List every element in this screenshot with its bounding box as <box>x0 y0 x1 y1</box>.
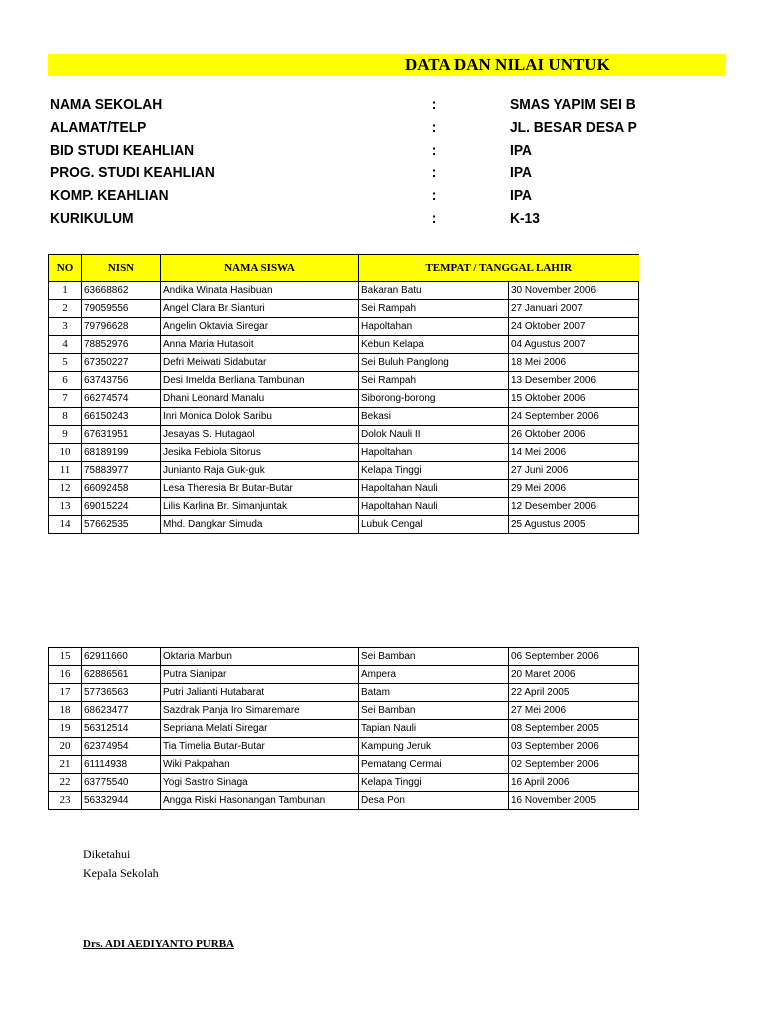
cell-no: 12 <box>49 480 82 498</box>
cell-nama-siswa: Yogi Sastro Sinaga <box>161 774 359 792</box>
cell-tempat-lahir: Siborong-borong <box>359 390 509 408</box>
cell-tempat-lahir: Hapoltahan <box>359 444 509 462</box>
signature-title: Kepala Sekolah <box>83 866 159 880</box>
info-row-nama-sekolah <box>50 96 711 118</box>
cell-tempat-lahir: Bekasi <box>359 408 509 426</box>
cell-nama-siswa: Sazdrak Panja Iro Simaremare <box>161 702 359 720</box>
cell-tempat-lahir: Sei Bamban <box>359 702 509 720</box>
cell-no: 5 <box>49 354 82 372</box>
cell-no: 1 <box>49 282 82 300</box>
cell-nisn: 62886561 <box>82 666 161 684</box>
info-label: NAMA SEKOLAH <box>50 96 163 113</box>
table-row <box>49 666 639 684</box>
cell-nama-siswa: Angga Riski Hasonangan Tambunan <box>161 792 359 810</box>
cell-tanggal-lahir: 29 Mei 2006 <box>509 480 639 498</box>
cell-tempat-lahir: Sei Rampah <box>359 300 509 318</box>
cell-nisn: 79059556 <box>82 300 161 318</box>
cell-tempat-lahir: Kelapa Tinggi <box>359 774 509 792</box>
header-no: NO <box>49 255 82 282</box>
table-row <box>49 282 639 300</box>
info-colon: : <box>431 96 437 113</box>
table-row <box>49 516 639 534</box>
cell-nisn: 56312514 <box>82 720 161 738</box>
cell-tempat-lahir: Sei Rampah <box>359 372 509 390</box>
table-row <box>49 702 639 720</box>
cell-nisn: 63775540 <box>82 774 161 792</box>
table-row <box>49 684 639 702</box>
table-row <box>49 480 639 498</box>
info-value: K-13 <box>510 210 540 227</box>
cell-tanggal-lahir: 16 November 2005 <box>509 792 639 810</box>
cell-tanggal-lahir: 03 September 2006 <box>509 738 639 756</box>
cell-nama-siswa: Angelin Oktavia Siregar <box>161 318 359 336</box>
info-row-alamat <box>50 119 711 141</box>
table-row <box>49 774 639 792</box>
info-colon: : <box>431 142 437 159</box>
cell-tempat-lahir: Sei Bamban <box>359 648 509 666</box>
cell-no: 19 <box>49 720 82 738</box>
cell-tanggal-lahir: 30 November 2006 <box>509 282 639 300</box>
cell-nama-siswa: Andika Winata Hasibuan <box>161 282 359 300</box>
info-value: IPA <box>510 164 532 181</box>
cell-nisn: 57662535 <box>82 516 161 534</box>
cell-nama-siswa: Putri Jalianti Hutabarat <box>161 684 359 702</box>
table-row <box>49 390 639 408</box>
cell-no: 3 <box>49 318 82 336</box>
cell-no: 6 <box>49 372 82 390</box>
cell-tempat-lahir: Bakaran Batu <box>359 282 509 300</box>
cell-tempat-lahir: Sei Buluh Panglong <box>359 354 509 372</box>
table-row <box>49 498 639 516</box>
cell-tanggal-lahir: 27 Januari 2007 <box>509 300 639 318</box>
cell-tanggal-lahir: 12 Desember 2006 <box>509 498 639 516</box>
cell-no: 15 <box>49 648 82 666</box>
cell-nama-siswa: Junianto Raja Guk-guk <box>161 462 359 480</box>
cell-no: 14 <box>49 516 82 534</box>
cell-no: 20 <box>49 738 82 756</box>
cell-tanggal-lahir: 08 September 2005 <box>509 720 639 738</box>
cell-nama-siswa: Tia Timelia Butar-Butar <box>161 738 359 756</box>
cell-no: 17 <box>49 684 82 702</box>
info-label: ALAMAT/TELP <box>50 119 147 136</box>
cell-tempat-lahir: Lubuk Cengal <box>359 516 509 534</box>
signature-name: Drs. ADI AEDIYANTO PURBA <box>83 938 234 950</box>
table-row <box>49 462 639 480</box>
cell-tanggal-lahir: 26 Oktober 2006 <box>509 426 639 444</box>
cell-nisn: 69015224 <box>82 498 161 516</box>
cell-nama-siswa: Wiki Pakpahan <box>161 756 359 774</box>
cell-nama-siswa: Defri Meiwati Sidabutar <box>161 354 359 372</box>
table-body <box>49 282 639 534</box>
cell-nama-siswa: Desi Imelda Berliana Tambunan <box>161 372 359 390</box>
cell-no: 9 <box>49 426 82 444</box>
table-row <box>49 426 639 444</box>
cell-tempat-lahir: Kampung Jeruk <box>359 738 509 756</box>
cell-no: 22 <box>49 774 82 792</box>
cell-nama-siswa: Putra Sianipar <box>161 666 359 684</box>
cell-tempat-lahir: Kebun Kelapa <box>359 336 509 354</box>
cell-tempat-lahir: Tapian Nauli <box>359 720 509 738</box>
cell-tanggal-lahir: 20 Maret 2006 <box>509 666 639 684</box>
student-table-part1 <box>48 254 639 534</box>
info-label: KOMP. KEAHLIAN <box>50 187 169 204</box>
cell-nisn: 62374954 <box>82 738 161 756</box>
table-row <box>49 300 639 318</box>
cell-no: 11 <box>49 462 82 480</box>
info-label: PROG. STUDI KEAHLIAN <box>50 164 215 181</box>
table-row <box>49 756 639 774</box>
cell-tanggal-lahir: 16 April 2006 <box>509 774 639 792</box>
table-row <box>49 720 639 738</box>
cell-nisn: 68623477 <box>82 702 161 720</box>
cell-nisn: 75883977 <box>82 462 161 480</box>
table-header <box>49 255 639 282</box>
page-title: DATA DAN NILAI UNTUK <box>405 55 610 74</box>
cell-tanggal-lahir: 25 Agustus 2005 <box>509 516 639 534</box>
table-row <box>49 318 639 336</box>
cell-tempat-lahir: Hapoltahan Nauli <box>359 498 509 516</box>
cell-no: 18 <box>49 702 82 720</box>
info-value: SMAS YAPIM SEI B <box>510 96 636 113</box>
info-colon: : <box>431 210 437 227</box>
cell-nisn: 68189199 <box>82 444 161 462</box>
cell-nisn: 66150243 <box>82 408 161 426</box>
cell-nisn: 63668862 <box>82 282 161 300</box>
cell-tanggal-lahir: 24 September 2006 <box>509 408 639 426</box>
cell-tanggal-lahir: 15 Oktober 2006 <box>509 390 639 408</box>
cell-tempat-lahir: Batam <box>359 684 509 702</box>
title-bar <box>48 54 726 76</box>
header-nama-siswa: NAMA SISWA <box>161 255 359 282</box>
table-row <box>49 738 639 756</box>
cell-no: 2 <box>49 300 82 318</box>
info-colon: : <box>431 119 437 136</box>
cell-nama-siswa: Angel Clara Br Sianturi <box>161 300 359 318</box>
cell-nama-siswa: Dhani Leonard Manalu <box>161 390 359 408</box>
info-value: JL. BESAR DESA P <box>510 119 637 136</box>
cell-nisn: 66274574 <box>82 390 161 408</box>
cell-tanggal-lahir: 14 Mei 2006 <box>509 444 639 462</box>
signature-diketahui: Diketahui <box>83 847 131 861</box>
cell-nisn: 67631951 <box>82 426 161 444</box>
cell-nama-siswa: Inri Monica Dolok Saribu <box>161 408 359 426</box>
cell-tanggal-lahir: 04 Agustus 2007 <box>509 336 639 354</box>
cell-tempat-lahir: Hapoltahan <box>359 318 509 336</box>
table-row <box>49 372 639 390</box>
cell-no: 8 <box>49 408 82 426</box>
cell-tempat-lahir: Pematang Cermai <box>359 756 509 774</box>
info-value: IPA <box>510 142 532 159</box>
cell-nama-siswa: Anna Maria Hutasoit <box>161 336 359 354</box>
cell-no: 21 <box>49 756 82 774</box>
cell-nama-siswa: Mhd. Dangkar Simuda <box>161 516 359 534</box>
cell-nisn: 79796628 <box>82 318 161 336</box>
header-nisn: NISN <box>82 255 161 282</box>
header-tempat-tanggal-lahir: TEMPAT / TANGGAL LAHIR <box>359 255 639 282</box>
cell-nisn: 63743756 <box>82 372 161 390</box>
table-row <box>49 792 639 810</box>
info-row-bid-studi <box>50 142 711 164</box>
cell-nisn: 66092458 <box>82 480 161 498</box>
cell-nama-siswa: Jesika Febiola Sitorus <box>161 444 359 462</box>
cell-tempat-lahir: Hapoltahan Nauli <box>359 480 509 498</box>
cell-tanggal-lahir: 27 Mei 2006 <box>509 702 639 720</box>
table-row <box>49 336 639 354</box>
cell-tempat-lahir: Ampera <box>359 666 509 684</box>
table-row <box>49 408 639 426</box>
cell-tanggal-lahir: 06 September 2006 <box>509 648 639 666</box>
cell-tanggal-lahir: 13 Desember 2006 <box>509 372 639 390</box>
table-row <box>49 354 639 372</box>
cell-nama-siswa: Sepriana Melati Siregar <box>161 720 359 738</box>
cell-no: 13 <box>49 498 82 516</box>
cell-tempat-lahir: Kelapa Tinggi <box>359 462 509 480</box>
cell-nisn: 62911660 <box>82 648 161 666</box>
cell-nama-siswa: Lilis Karlina Br. Simanjuntak <box>161 498 359 516</box>
cell-nisn: 67350227 <box>82 354 161 372</box>
cell-tanggal-lahir: 02 September 2006 <box>509 756 639 774</box>
cell-tempat-lahir: Desa Pon <box>359 792 509 810</box>
cell-tanggal-lahir: 24 Oktober 2007 <box>509 318 639 336</box>
table-row <box>49 648 639 666</box>
info-label: KURIKULUM <box>50 210 134 227</box>
cell-no: 4 <box>49 336 82 354</box>
table-body <box>49 648 639 810</box>
info-label: BID STUDI KEAHLIAN <box>50 142 195 159</box>
cell-no: 10 <box>49 444 82 462</box>
cell-tempat-lahir: Dolok Nauli II <box>359 426 509 444</box>
cell-no: 7 <box>49 390 82 408</box>
table-row <box>49 444 639 462</box>
cell-no: 16 <box>49 666 82 684</box>
cell-nisn: 56332944 <box>82 792 161 810</box>
cell-tanggal-lahir: 22 April 2005 <box>509 684 639 702</box>
cell-no: 23 <box>49 792 82 810</box>
info-row-prog-studi <box>50 164 711 186</box>
cell-tanggal-lahir: 27 Juni 2006 <box>509 462 639 480</box>
info-colon: : <box>431 164 437 181</box>
cell-nisn: 61114938 <box>82 756 161 774</box>
cell-nama-siswa: Oktaria Marbun <box>161 648 359 666</box>
cell-nama-siswa: Lesa Theresia Br Butar-Butar <box>161 480 359 498</box>
cell-nama-siswa: Jesayas S. Hutagaol <box>161 426 359 444</box>
student-table-part2 <box>48 647 639 810</box>
info-colon: : <box>431 187 437 204</box>
info-row-komp-keahlian <box>50 187 711 209</box>
info-row-kurikulum <box>50 210 711 232</box>
cell-nisn: 78852976 <box>82 336 161 354</box>
info-value: IPA <box>510 187 532 204</box>
cell-nisn: 57736563 <box>82 684 161 702</box>
cell-tanggal-lahir: 18 Mei 2006 <box>509 354 639 372</box>
